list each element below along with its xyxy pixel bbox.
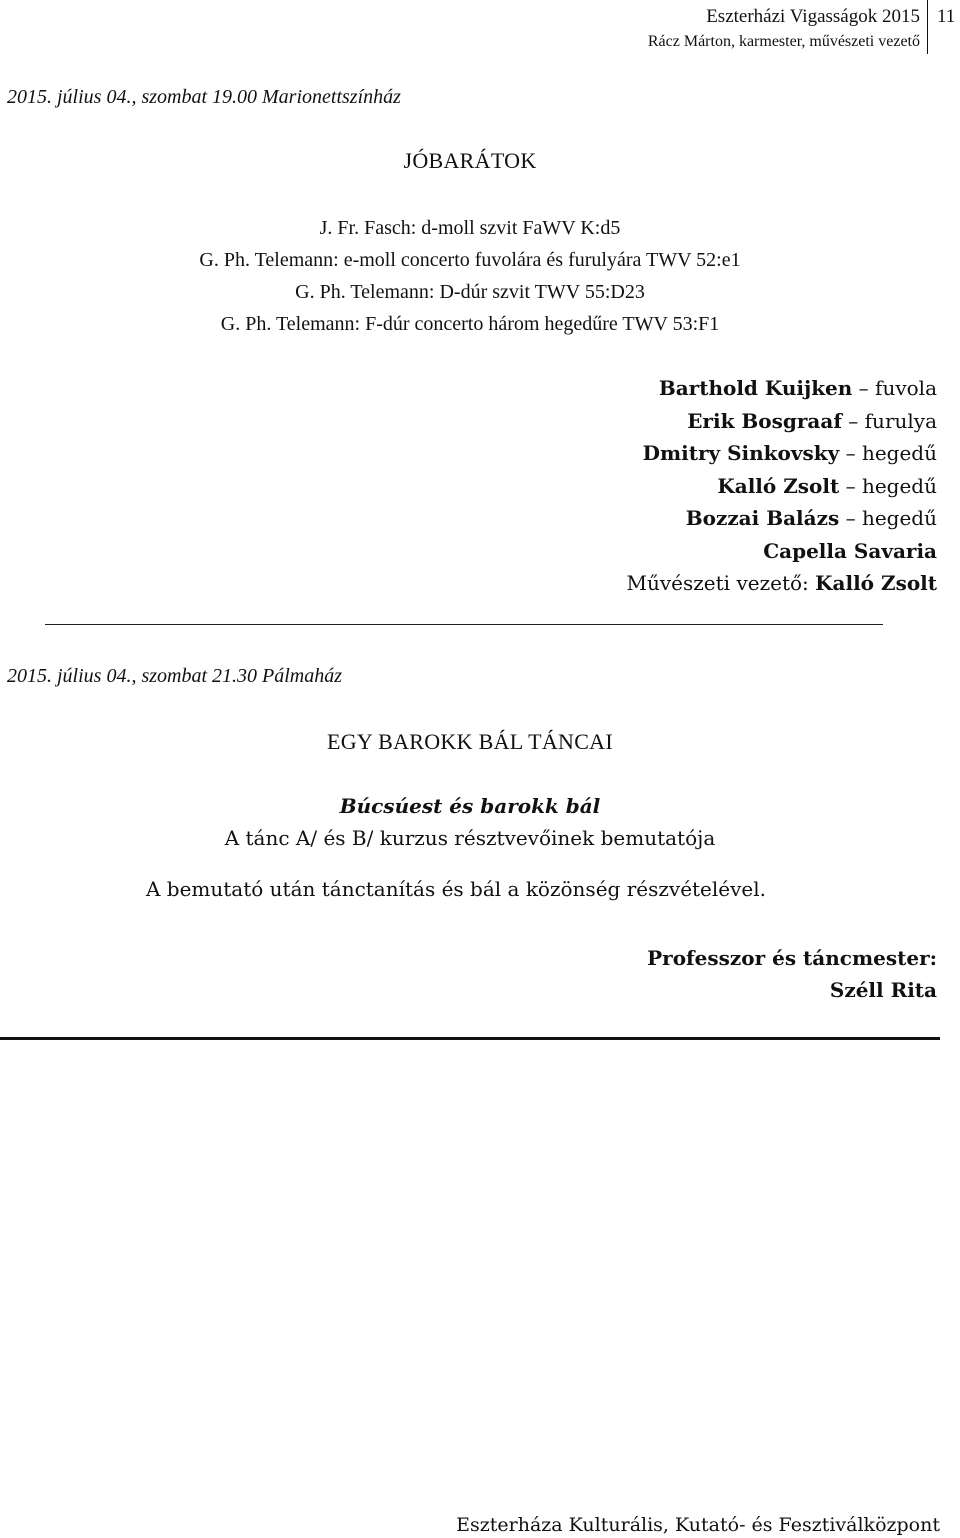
performer-dash: –: [852, 376, 876, 400]
ensemble-line: [627, 535, 937, 568]
teacher-name: Széll Rita: [829, 978, 937, 1002]
performer-name: Bozzai Balázs: [685, 506, 840, 530]
program-item: G. Ph. Telemann: e-moll concerto fuvolára és furulyára TWV 52:e1: [199, 249, 741, 271]
performer-role: hegedű: [861, 473, 937, 498]
director-label: Művészeti vezető:: [626, 571, 816, 595]
performer-role: hegedű: [861, 441, 937, 465]
teacher-label: Professzor és táncmester:: [647, 946, 937, 970]
performer-dash: –: [839, 506, 862, 530]
ensemble-name: Capella Savaria: [763, 538, 937, 563]
director-line: [627, 567, 937, 600]
performer-dash: –: [839, 441, 862, 465]
program-item: J. Fr. Fasch: d-moll szvit FaWV K:d5: [319, 217, 621, 239]
event1-program: [0, 212, 940, 340]
performer-line: [627, 372, 937, 405]
performer-dash: –: [841, 408, 865, 433]
page-divider: [0, 1037, 940, 1040]
performer-line: [627, 502, 937, 535]
event1-date-venue: 2015. július 04., szombat 19.00 Marionettszínház: [7, 86, 401, 108]
event2-date-venue: 2015. július 04., szombat 21.30 Pálmaház: [7, 665, 343, 687]
header-divider: [927, 0, 928, 54]
event1-title: JÓBARÁTOK: [403, 148, 537, 173]
page-footer: Eszterháza Kulturális, Kutató- és Fesztiválközpont: [456, 1514, 940, 1536]
performer-name: Erik Bosgraaf: [687, 408, 842, 433]
performer-dash: –: [839, 473, 862, 498]
page-number: 11: [937, 6, 956, 27]
section-divider: [45, 624, 883, 625]
event2-subline: A tánc A/ és B/ kurzus résztvevőinek bemutatója: [224, 826, 716, 850]
performer-line: [627, 437, 937, 470]
performer-line: [627, 405, 937, 438]
performer-role: furulya: [864, 408, 937, 433]
event2-title: EGY BAROKK BÁL TÁNCAI: [327, 729, 613, 754]
program-item: G. Ph. Telemann: F-dúr concerto három hegedűre TWV 53:F1: [220, 313, 720, 335]
running-header-title: Eszterházi Vigasságok 2015: [706, 6, 920, 27]
program-item: G. Ph. Telemann: D-dúr szvit TWV 55:D23: [295, 281, 645, 303]
running-header-subtitle: Rácz Márton, karmester, művészeti vezető: [647, 33, 920, 50]
director-name: Kalló Zsolt: [815, 571, 937, 595]
performer-name: Kalló Zsolt: [717, 473, 840, 498]
event2-teacher: [647, 942, 937, 1006]
event2-note: A bemutató után tánctanítás és bál a közönség részvételével.: [145, 877, 767, 901]
performer-name: Dmitry Sinkovsky: [642, 441, 840, 465]
performer-role: fuvola: [875, 376, 937, 400]
performer-role: hegedű: [861, 506, 937, 530]
event2-subtitle: Búcsúest és barokk bál: [339, 794, 601, 818]
performer-line: [627, 470, 937, 503]
event1-performers: [627, 372, 937, 600]
performer-name: Barthold Kuijken: [658, 376, 853, 400]
